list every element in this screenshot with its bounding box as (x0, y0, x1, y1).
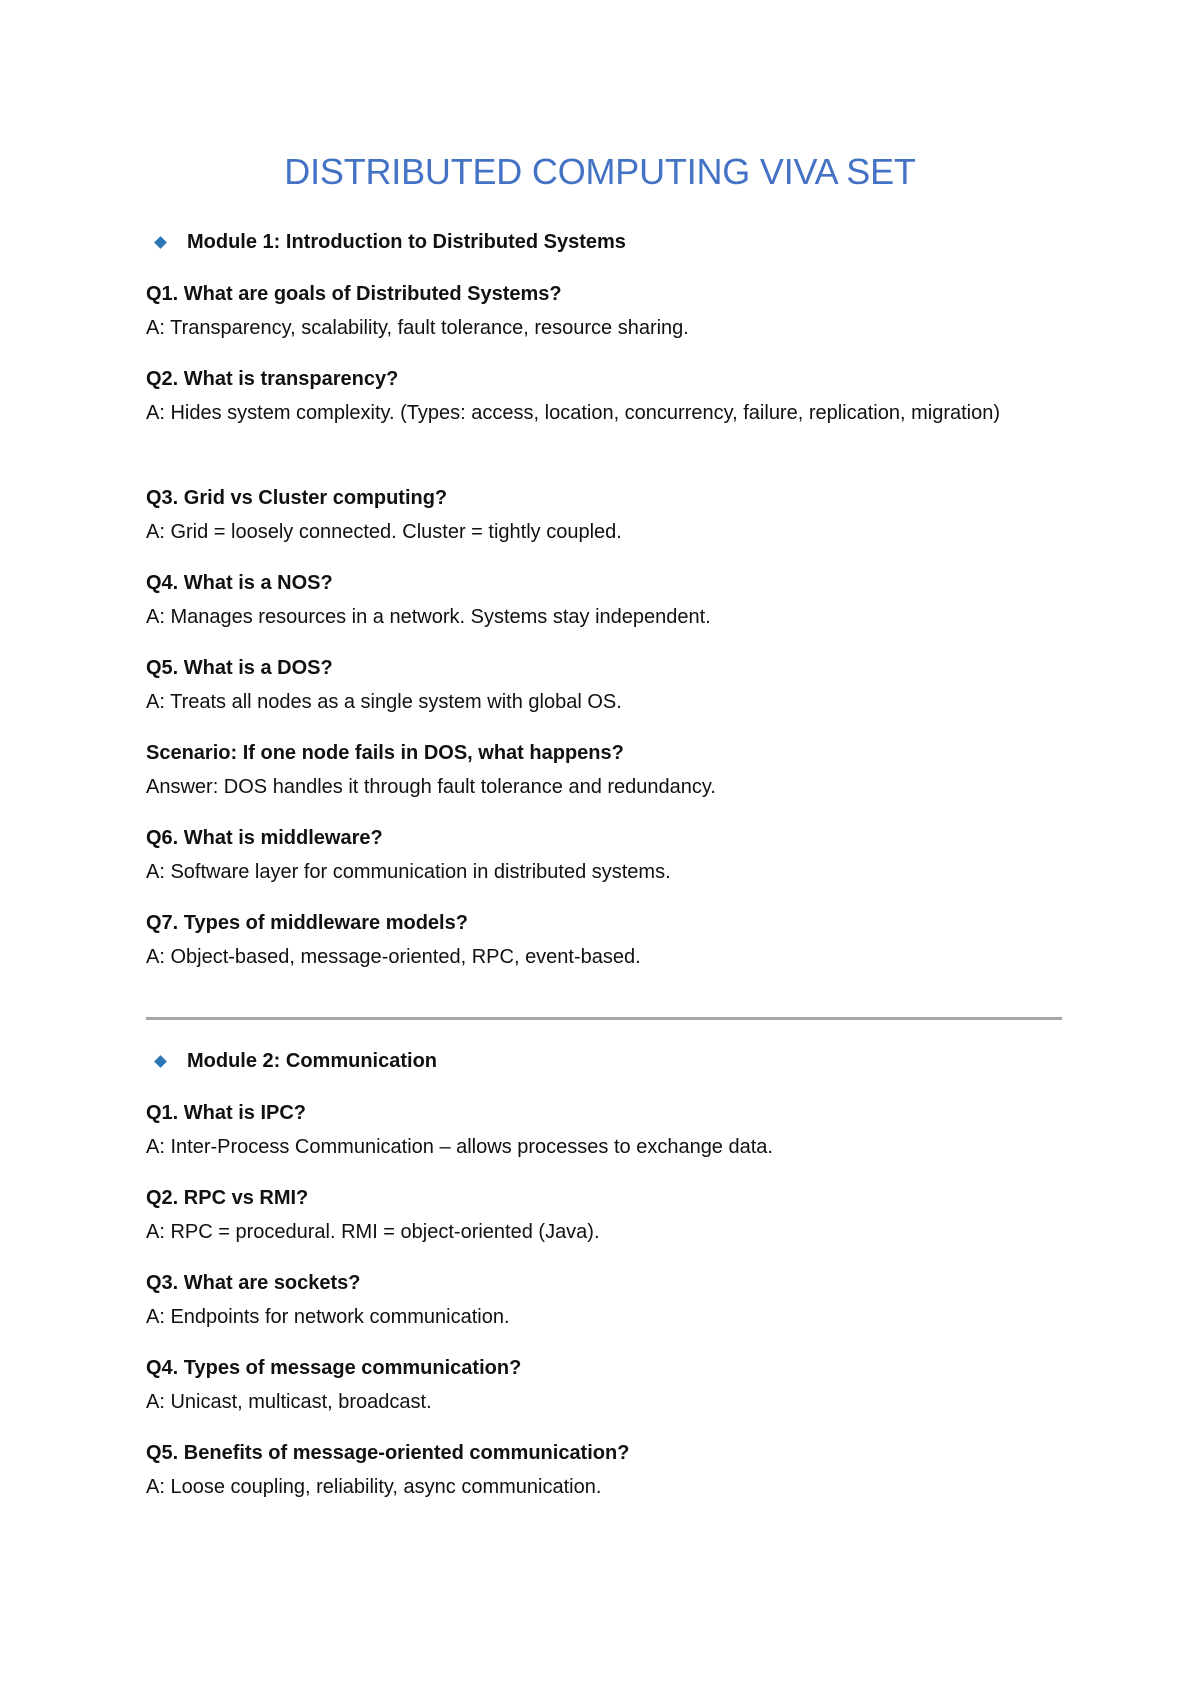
question-text: Scenario: If one node fails in DOS, what happens? (146, 742, 624, 764)
question-text: Q5. What is a DOS? (146, 657, 333, 679)
qa-item (146, 1181, 1076, 1249)
qa-item (146, 566, 1076, 634)
section-divider (146, 1017, 1062, 1020)
answer-text: A: Inter-Process Communication – allows processes to exchange data. (146, 1136, 773, 1158)
question-text: Q5. Benefits of message-oriented communication? (146, 1442, 630, 1464)
document-title: DISTRIBUTED COMPUTING VIVA SET (284, 151, 916, 192)
question-text: Q3. What are sockets? (146, 1272, 361, 1294)
question-text: Q4. Types of message communication? (146, 1357, 522, 1379)
qa-item (146, 481, 1076, 549)
qa-item (146, 736, 1076, 804)
question-text: Q4. What is a NOS? (146, 572, 333, 594)
module-2-heading-text: Module 2: Communication (187, 1049, 437, 1072)
answer-text: A: Manages resources in a network. Systems stay independent. (146, 606, 711, 628)
qa-item (146, 362, 1076, 430)
question-text: Q7. Types of middleware models? (146, 912, 468, 934)
question-text: Q1. What is IPC? (146, 1102, 307, 1124)
module-1-heading (146, 227, 626, 257)
answer-text: A: Software layer for communication in distributed systems. (146, 861, 671, 883)
answer-text: A: RPC = procedural. RMI = object-oriented (Java). (146, 1221, 600, 1243)
answer-text: Answer: DOS handles it through fault tolerance and redundancy. (146, 776, 716, 798)
qa-item (146, 1096, 1076, 1164)
diamond-bullet-icon (154, 1055, 167, 1068)
answer-text: A: Loose coupling, reliability, async communication. (146, 1476, 602, 1498)
answer-text: A: Grid = loosely connected. Cluster = tightly coupled. (146, 521, 622, 543)
module-2-heading (146, 1046, 437, 1076)
qa-item (146, 651, 1076, 719)
question-text: Q2. What is transparency? (146, 368, 399, 390)
question-text: Q6. What is middleware? (146, 827, 383, 849)
qa-item (146, 821, 1076, 889)
answer-text: A: Treats all nodes as a single system with global OS. (146, 691, 622, 713)
qa-item (146, 277, 1076, 345)
diamond-bullet-icon (154, 236, 167, 249)
answer-text: A: Endpoints for network communication. (146, 1306, 510, 1328)
module-1-heading-text: Module 1: Introduction to Distributed Systems (187, 230, 626, 253)
qa-item (146, 1351, 1076, 1419)
answer-text: A: Object-based, message-oriented, RPC, event-based. (146, 946, 641, 968)
qa-item (146, 1436, 1076, 1504)
question-text: Q2. RPC vs RMI? (146, 1187, 309, 1209)
qa-item (146, 1266, 1076, 1334)
question-text: Q1. What are goals of Distributed Systems? (146, 283, 562, 305)
answer-text: A: Unicast, multicast, broadcast. (146, 1391, 432, 1413)
answer-text: A: Transparency, scalability, fault tolerance, resource sharing. (146, 317, 689, 339)
question-text: Q3. Grid vs Cluster computing? (146, 487, 448, 509)
answer-text: A: Hides system complexity. (Types: access, location, concurrency, failure, replication, migration) (146, 402, 1001, 424)
qa-item (146, 906, 1076, 974)
